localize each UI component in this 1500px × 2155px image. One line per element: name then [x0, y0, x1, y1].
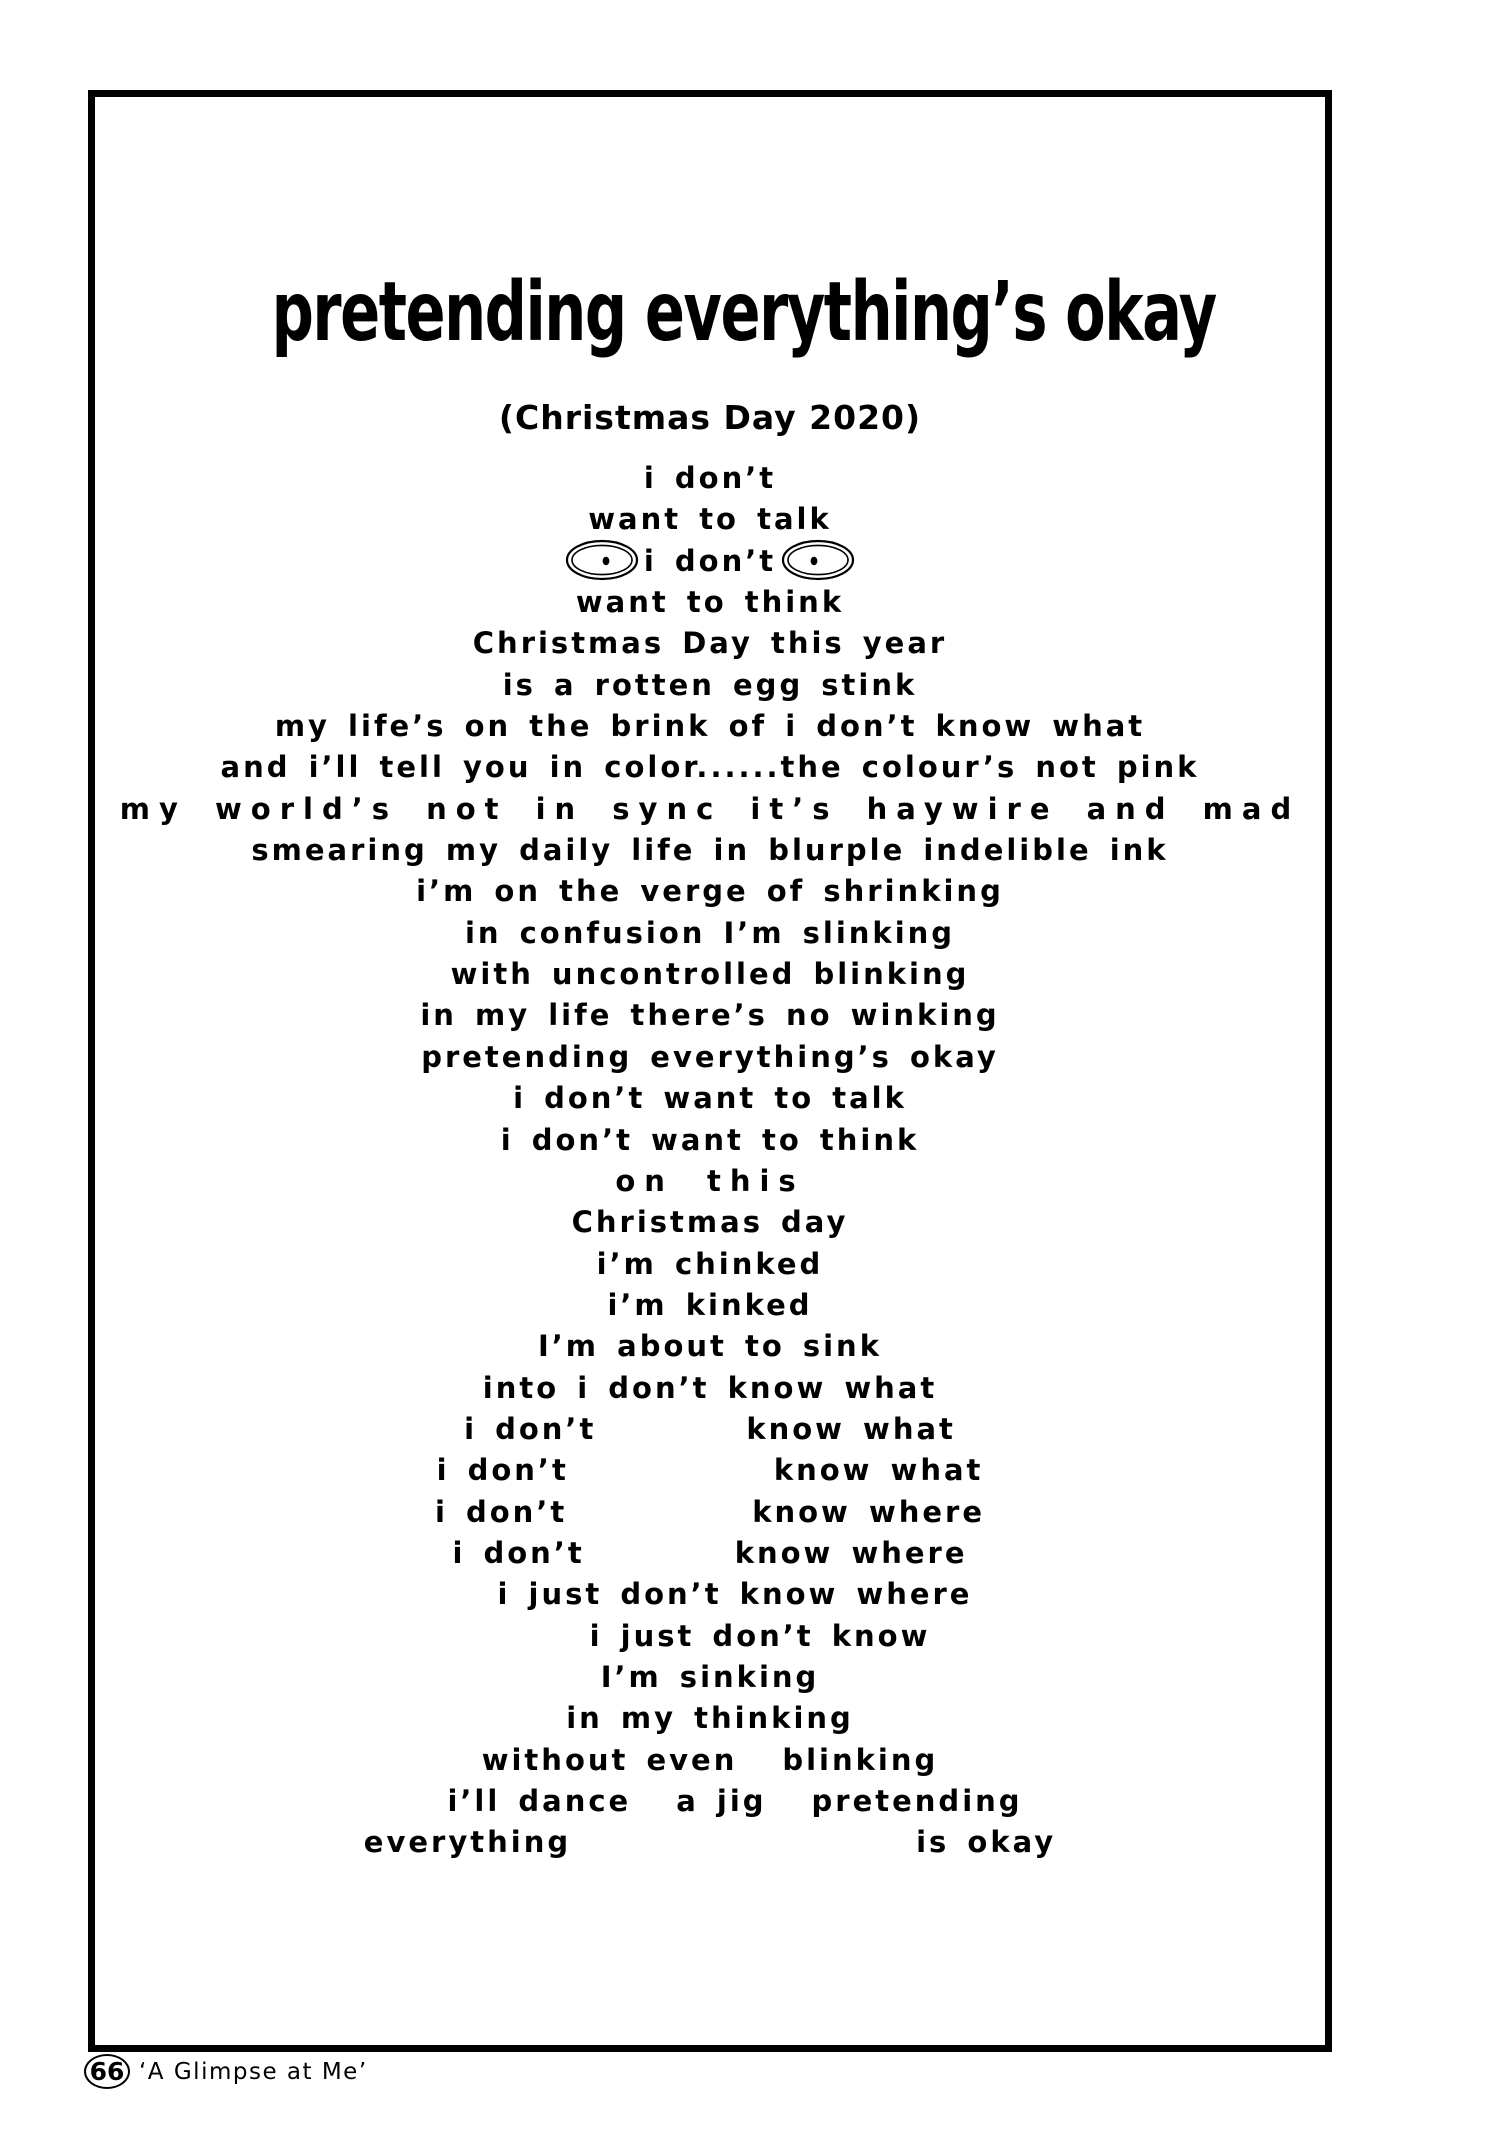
- poem-line: I’m sinking: [600, 1659, 820, 1694]
- poem-line: into i don’t know what: [482, 1370, 938, 1405]
- oval-eye-icon: [565, 539, 639, 581]
- poem-line: Christmas Day this year: [472, 626, 948, 661]
- poem-line-text: is okay: [916, 1825, 1057, 1860]
- poem-line: i’m kinked: [607, 1287, 813, 1322]
- poem-line-text: without even: [481, 1742, 738, 1777]
- gap-spacer: [585, 1554, 735, 1555]
- poem-line: i don’t want to talk: [513, 1081, 907, 1116]
- gap-spacer: [737, 1761, 782, 1762]
- poem-line: want to talk: [588, 502, 832, 537]
- gap-spacer: [631, 1803, 676, 1804]
- poem-line-text: know what: [746, 1411, 956, 1446]
- poem-subtitle: (Christmas Day 2020): [498, 398, 922, 437]
- poem-line-text: i don’t: [452, 1535, 585, 1570]
- poem-line: i’m chinked: [596, 1246, 824, 1281]
- gap-spacer: [596, 1430, 746, 1431]
- poem-line-text: i don’t: [643, 543, 777, 578]
- poem-line-text: i don’t: [464, 1411, 597, 1446]
- poem-line: i just don’t know where: [497, 1577, 973, 1612]
- poem-line-text: know what: [773, 1453, 984, 1488]
- poem-line-text: i’ll dance: [447, 1784, 632, 1818]
- poem-line-split: [113, 1781, 1357, 1822]
- oval-eye-icon: [781, 539, 855, 581]
- poem-line-split: [88, 1822, 1332, 1863]
- poem-line: my life’s on the brink of i don’t know what: [274, 709, 1146, 744]
- poem-title: [88, 258, 1332, 368]
- poem-body: [88, 458, 1332, 1864]
- gap-spacer: [567, 1513, 752, 1514]
- poem-line: smearing my daily life in blurple indelible ink: [251, 833, 1169, 868]
- poem-line: in my life there’s no winking: [420, 998, 1000, 1033]
- poem-line: is a rotten egg stink: [502, 667, 918, 702]
- poem-line-text: pretending: [811, 1784, 1023, 1818]
- poem-line-text: a jig: [676, 1784, 767, 1818]
- poem-line: pretending everything’s okay: [421, 1039, 999, 1074]
- poem-line-split: [88, 1533, 1332, 1574]
- poem-line-text: blinking: [782, 1742, 939, 1777]
- poem-line: i’m on the verge of shrinking: [416, 874, 1004, 909]
- page-footer: [84, 2054, 368, 2089]
- poem-line-text: everything: [363, 1825, 572, 1860]
- poem-line-with-ovals: [88, 541, 1332, 582]
- poem-line: want to think: [575, 585, 845, 620]
- gap-spacer: [569, 1472, 774, 1473]
- poem-line: Christmas day: [571, 1205, 849, 1240]
- poem-line: I’m about to sink: [538, 1329, 882, 1364]
- poem-line-text: i don’t: [436, 1453, 569, 1488]
- poem-line-split: [88, 1492, 1332, 1533]
- gap-spacer: [767, 1803, 812, 1804]
- poem-line-split: [88, 1450, 1332, 1491]
- gap-spacer: [571, 1844, 916, 1845]
- poem-line-split: [88, 1740, 1332, 1781]
- poem-line: i don’t want to think: [500, 1122, 920, 1157]
- poem-line: in confusion I’m slinking: [464, 915, 956, 950]
- poem-line-text: know where: [734, 1535, 968, 1570]
- poem-title-text: pretending everything’s okay: [271, 265, 1216, 360]
- poem-line: and i’ll tell you in color......the colour’s not pink: [220, 750, 1200, 785]
- poem-line: i don’t: [643, 461, 777, 495]
- poem-line-text: i don’t: [434, 1494, 568, 1529]
- poem-line: on this: [615, 1163, 805, 1198]
- poem-line: i just don’t know: [589, 1618, 931, 1653]
- poem-line-text: know where: [752, 1494, 986, 1529]
- page-number-badge: 66: [84, 2054, 130, 2089]
- poem-line-split: [88, 1409, 1332, 1450]
- poem-line: my world’s not in sync it’s haywire and mad: [119, 791, 1301, 826]
- book-title: ‘A Glimpse at Me’: [139, 2058, 368, 2085]
- poem-line: in my thinking: [566, 1701, 854, 1736]
- poem-line: with uncontrolled blinking: [450, 957, 970, 992]
